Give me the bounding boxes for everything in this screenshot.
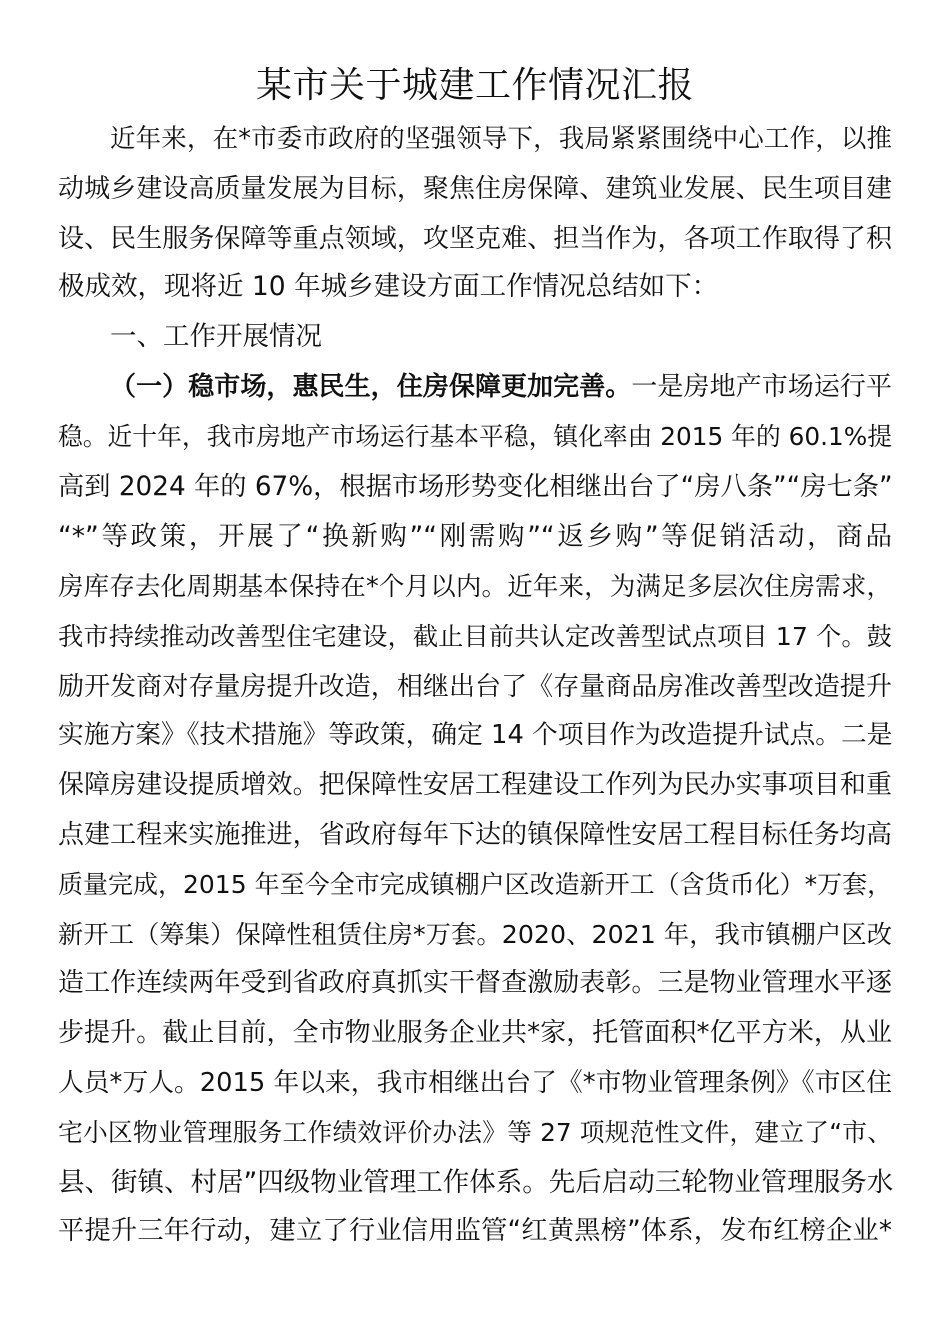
body-line: 房库存去化周期基本保持在*个月以内。近年来，为满足多层次住房需求，: [58, 572, 892, 602]
body-line: 励开发商对存量房提升改造，相继出台了《存量商品房准改善型改造提升: [58, 672, 892, 702]
body-line: 实施方案》《技术措施》等政策，确定 14 个项目作为改造提升试点。二是: [58, 720, 893, 750]
document-title: 某市关于城建工作情况汇报: [255, 65, 694, 106]
section1-heading: 一、工作开展情况: [110, 321, 322, 352]
body-line: 点建工程来实施推进，省政府每年下达的镇保障性安居工程目标任务均高: [58, 820, 892, 850]
body-line: 稳。近十年，我市房地产市场运行基本平稳，镇化率由 2015 年的 60.1%提: [58, 422, 892, 451]
body-line: 质量完成，2015 年至今全市完成镇棚户区改造新开工（含货币化）*万套，: [58, 870, 893, 899]
subsection1-first-line-text: 一是房地产市场运行平: [631, 372, 892, 402]
intro-line-4: 极成效，现将近 10 年城乡建设方面工作情况总结如下：: [58, 271, 719, 302]
intro-line-3: 设、民生服务保障等重点领域，攻坚克难、担当作为，各项工作取得了积: [58, 224, 892, 254]
body-line: 新开工（筹集）保障性租赁住房*万套。2020、2021 年，我市镇棚户区改: [58, 920, 892, 949]
body-line: 人员*万人。2015 年以来，我市相继出台了《*市物业管理条例》《市区住: [58, 1068, 892, 1098]
subsection1-first-line: [110, 362, 892, 412]
subsection1-heading: （一）稳市场，惠民生，住房保障更加完善。: [110, 372, 632, 402]
body-line: 步提升。截止目前，全市物业服务企业共*家，托管面积*亿平方米，从业: [58, 1018, 892, 1048]
body-line: 造工作连续两年受到省政府真抓实干督查激励表彰。三是物业管理水平逐: [58, 968, 892, 998]
body-line: 县、街镇、村居”四级物业管理工作体系。先后启动三轮物业管理服务水: [58, 1167, 894, 1198]
body-line: 宅小区物业管理服务工作绩效评价办法》等 27 项规范性文件，建立了“市、: [58, 1118, 892, 1147]
body-line: 高到 2024 年的 67%，根据市场形势变化相继出台了“房八条”“房七条”: [58, 472, 893, 502]
body-line: 我市持续推动改善型住宅建设，截止目前共认定改善型试点项目 17 个。鼓: [58, 622, 892, 651]
body-line: 平提升三年行动，建立了行业信用监管“红黄黑榜”体系，发布红榜企业*: [58, 1216, 892, 1246]
body-line: “*”等政策，开展了“换新购”“刚需购”“返乡购”等促销活动，商品: [58, 521, 892, 552]
intro-line-2: 动城乡建设高质量发展为目标，聚焦住房保障、建筑业发展、民生项目建: [58, 174, 892, 204]
intro-line-1: 近年来，在*市委市政府的坚强领导下，我局紧紧围绕中心工作，以推: [110, 124, 892, 154]
body-line: 保障房建设提质增效。把保障性安居工程建设工作列为民办实事项目和重: [58, 770, 892, 800]
